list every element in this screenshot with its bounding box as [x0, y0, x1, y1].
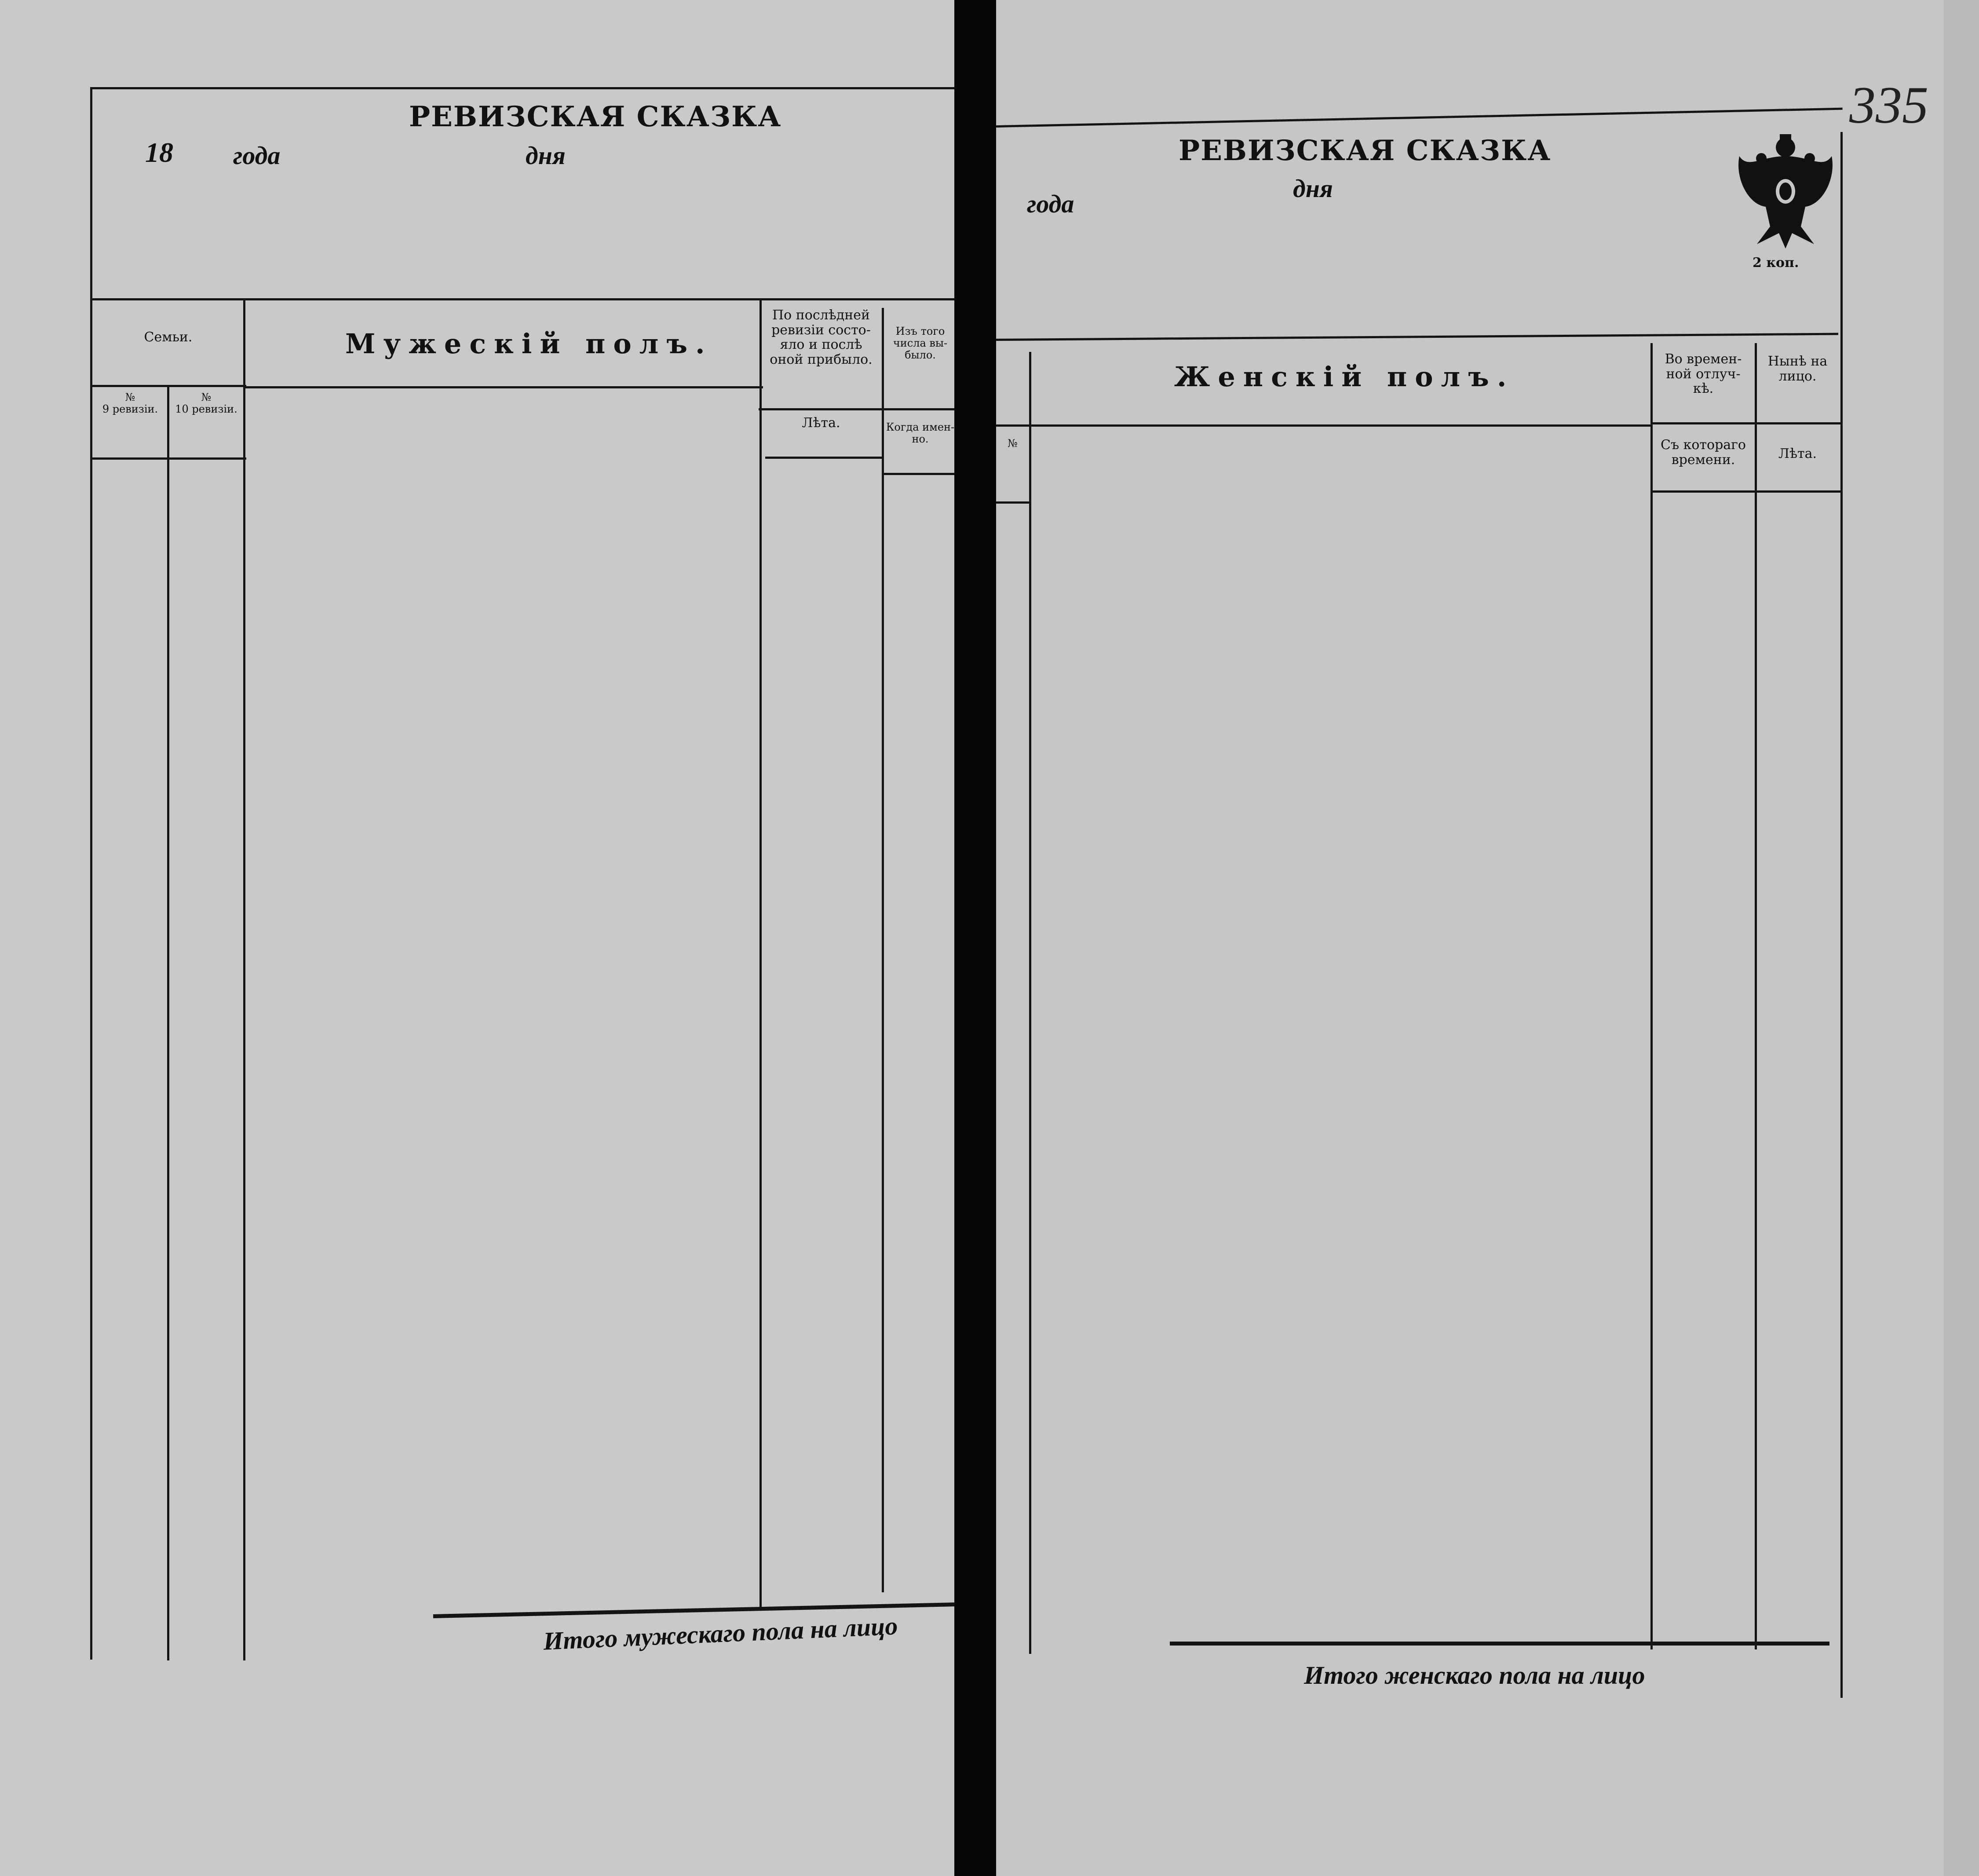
left-years-header: Лѣта. [802, 415, 840, 431]
left-col-rev [167, 387, 169, 1660]
right-name-rule [996, 424, 1651, 427]
rev10-header: № 10 ревизіи. [175, 391, 237, 415]
right-day-label: дня [1293, 174, 1333, 203]
right-col-absence [1650, 343, 1653, 1649]
left-years-rule [765, 457, 884, 459]
right-top-rule [996, 108, 1843, 128]
present-header: Нынѣ на лицо. [1767, 354, 1828, 384]
left-col-from [882, 308, 884, 1592]
temp-absence-header: Во времен- ной отлуч- кѣ. [1665, 351, 1742, 397]
left-header-rule [92, 298, 959, 300]
last-revision-header: По послѣдней ревизіи состо- яло и послѣ оной прибыло. [770, 307, 873, 367]
left-num-rule [92, 457, 246, 460]
left-frame-left [90, 87, 92, 1660]
right-years-header: Лѣта. [1778, 446, 1817, 461]
emblem-caption: 2 коп. [1753, 255, 1799, 271]
left-title: РЕВИЗСКАЯ СКАЗКА [409, 100, 782, 133]
male-total-label: Итого мужескаго пола на лицо [542, 1611, 898, 1656]
left-when-rule [884, 473, 959, 475]
left-year-label: года [233, 141, 281, 170]
rev9-header: № 9 ревизіи. [102, 391, 158, 415]
right-col-name-start [1029, 352, 1031, 1654]
female-total-label: Итого женскаго пола на лицо [1304, 1661, 1645, 1689]
double-headed-eagle-icon [1731, 130, 1840, 253]
right-year-label: года [1027, 190, 1074, 218]
left-year-prefix: 18 [145, 137, 173, 168]
right-header-rule [996, 333, 1838, 341]
right-sub-rule [1651, 422, 1840, 424]
page-number: 335 [1849, 76, 1928, 134]
left-col-name-start [243, 299, 245, 1660]
left-page [0, 0, 965, 1876]
left-families-rule [92, 385, 246, 387]
right-frame-right [1840, 132, 1843, 1698]
left-day-label: дня [526, 141, 566, 170]
right-num-header: № [1008, 437, 1018, 450]
right-num-rule [996, 501, 1029, 504]
right-page [996, 0, 1979, 1876]
since-when-header: Съ котораго времени. [1661, 437, 1746, 468]
male-sex-header: Мужескій полъ. [345, 328, 713, 360]
right-lower-rule [1652, 490, 1840, 493]
left-name-rule [244, 386, 763, 388]
right-title: РЕВИЗСКАЯ СКАЗКА [1179, 134, 1552, 167]
when-header: Когда имен- но. [886, 421, 955, 445]
families-header: Семьи. [144, 329, 193, 345]
left-top-rule [92, 87, 959, 89]
left-col-last-rev [759, 299, 762, 1608]
right-total-rule [1170, 1642, 1829, 1646]
right-col-present [1755, 343, 1757, 1649]
from-that-header: Изъ того числа вы- было. [893, 325, 948, 361]
left-sub-rule [759, 408, 959, 410]
page-edge [1944, 0, 1979, 1876]
female-sex-header: Женскій полъ. [1174, 361, 1515, 393]
